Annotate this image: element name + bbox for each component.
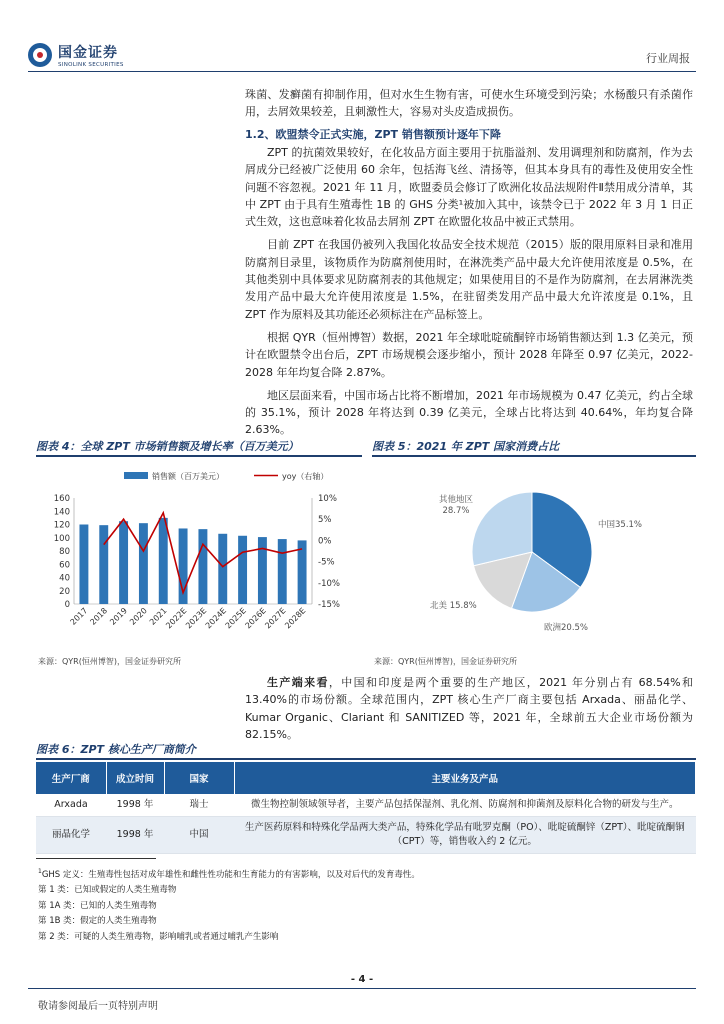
intro-text: 珠菌、发癣菌有抑制作用，但对水生生物有害，可使水生环境受到污染；水杨酸只有杀菌作用，去屑效果较差，且刺激性大，容易对头皮造成损伤。 <box>245 88 693 119</box>
fig4-title: 图表 4：全球 ZPT 市场销售额及增长率（百万美元） <box>36 437 362 457</box>
right-tick-label: -10% <box>318 578 340 589</box>
right-tick-label: -15% <box>318 600 340 610</box>
left-tick-label: 120 <box>53 520 70 531</box>
x-tick-label: 2022E <box>164 606 189 631</box>
footnote-marker: 1 <box>38 868 42 875</box>
footnote-divider <box>36 858 156 859</box>
logo-cn-text: 国金证券 <box>58 45 118 61</box>
x-tick-label: 2018 <box>88 606 110 627</box>
sales-bar <box>278 539 287 604</box>
col-header-business: 主要业务及产品 <box>234 762 696 794</box>
paragraph-3: 根据 QYR（恒州博智）数据，2021 年全球吡啶硫酮锌市场销售额达到 1.3 亿美元，预计在欧盟禁令出台后，ZPT 市场规模会逐步缩小，预计 2028 年降至 0.97 亿美元，2022-2028 年年均复合降 2.87%。 <box>245 330 693 379</box>
x-tick-label: 2020 <box>128 606 149 627</box>
table-title: 图表 6：ZPT 核心生产厂商简介 <box>36 740 696 760</box>
right-tick-label: 5% <box>318 515 332 526</box>
logo-en-text: SINOLINK SECURITIES <box>58 62 124 68</box>
cell-manufacturer: 丽晶化学 <box>36 817 106 854</box>
intro-paragraph <box>245 86 693 127</box>
footnotes <box>38 864 698 945</box>
col-header-manufacturer: 生产厂商 <box>36 762 106 794</box>
x-tick-label: 2025E <box>223 606 248 631</box>
report-type: 行业周报 <box>646 52 690 65</box>
sales-bar <box>119 521 128 604</box>
x-tick-label: 2027E <box>263 606 288 631</box>
section-heading: 1.2、欧盟禁令正式实施，ZPT 销售额预计逐年下降 <box>245 128 501 141</box>
fig5-title: 图表 5：2021 年 ZPT 国家消费占比 <box>372 437 696 457</box>
legend-bar-swatch <box>124 472 148 479</box>
fig4-source: 来源：QYR(恒州博智)，国金证券研究所 <box>38 657 181 666</box>
cell-founded: 1998 年 <box>106 817 164 854</box>
x-tick-label: 2021 <box>147 606 169 627</box>
x-tick-label: 2023E <box>183 606 209 631</box>
paragraph-1: ZPT 的抗菌效果较好，在化妆品方面主要用于抗脂溢剂、发用调理剂和防腐剂，作为去屑成分已经被广泛使用 60 余年，包括海飞丝、清扬等，但其本身具有的毒性及使用安全性问题不容忽视。2021 年 11 月，欧盟委员会修订了欧洲化妆品法规附件Ⅱ禁用成分清单，其中 ZPT 由于具有生殖毒性 1B 的 GHS 分类¹被加入其中，该禁令已于 2022 年 3 月 1 日正式生效，这也意味着化妆品去屑剂 ZPT 在欧盟化妆品中被正式禁用。 <box>245 146 693 229</box>
paragraph-5-text: ，中国和印度是两个重要的生产地区，2021 年分别占有 68.54%和 13.40%的市场份额。全球范围内，ZPT 核心生产厂商主要包括 Arxada、丽晶化学、Kumar Organic、Clariant 和 SANITIZED 等，2021 年，全球前五大企业市场份额为 82.15%。 <box>245 676 693 741</box>
table-row <box>36 794 696 817</box>
sales-growth-chart <box>32 462 362 652</box>
footnote-item: 第 2 类：可疑的人类生殖毒物，影响哺乳或者通过哺乳产生影响 <box>38 931 279 942</box>
disclaimer-note: 敬请参阅最后一页特别声明 <box>38 1001 158 1012</box>
pie-label: 其他地区 28.7% <box>438 495 474 516</box>
table-row <box>36 817 696 854</box>
x-tick-label: 2024E <box>203 606 229 631</box>
footnote-item: $^1$GHS 定义：生殖毒性包括对成年雄性和雌性性功能和生育能力的有害影响，以及对后代的发育毒性。 <box>38 868 420 880</box>
footer-divider <box>28 988 696 989</box>
cell-country: 瑞士 <box>164 794 234 817</box>
pie-label: 中国35.1% <box>598 520 643 530</box>
manufacturer-table <box>36 762 696 854</box>
paragraph-4: 地区层面来看，中国市场占比将不断增加，2021 年市场规模为 0.47 亿美元，约占全球的 35.1%，预计 2028 年将达到 0.39 亿美元，全球占比将达到 40.64%，年均复合降 2.63%。 <box>245 388 693 437</box>
left-tick-label: 20 <box>59 586 70 597</box>
sales-bar <box>139 523 148 604</box>
cell-business: 生产医药原料和特殊化学品两大类产品，特殊化学品有吡罗克酮（PO）、吡啶硫酮锌（ZPT）、吡啶硫酮铜（CPT）等，销售收入约 2 亿元。 <box>234 817 696 854</box>
cell-country: 中国 <box>164 817 234 854</box>
left-tick-label: 140 <box>53 507 70 518</box>
x-tick-label: 2028E <box>283 606 308 631</box>
x-tick-label: 2026E <box>243 606 268 631</box>
right-tick-label: 0% <box>318 536 332 547</box>
cell-manufacturer: Arxada <box>36 794 106 817</box>
left-tick-label: 40 <box>59 573 70 584</box>
sales-bar <box>218 534 227 604</box>
cell-business: 微生物控制领域领导者，主要产品包括保湿剂、乳化剂、防腐剂和抑菌剂及原料化合物的研发与生产。 <box>234 794 696 817</box>
right-tick-label: 10% <box>318 494 337 504</box>
sales-bar <box>238 536 247 604</box>
page-number: - 4 - <box>350 974 374 985</box>
legend-bar-label: 销售额（百万美元） <box>152 472 224 481</box>
sales-bar <box>198 529 207 604</box>
x-tick-label: 2017 <box>68 606 90 627</box>
col-header-country: 国家 <box>164 762 234 794</box>
table-header-row <box>36 762 696 794</box>
pie-label: 北美 15.8% <box>430 601 477 611</box>
sales-bar <box>159 518 168 604</box>
section-body <box>245 144 693 445</box>
footnote-item: 第 1A 类：已知的人类生殖毒物 <box>38 900 157 911</box>
left-tick-label: 80 <box>59 547 70 557</box>
production-paragraph <box>245 674 693 749</box>
company-logo <box>28 42 124 68</box>
consumption-share-pie <box>372 462 696 652</box>
left-tick-label: 160 <box>53 494 70 504</box>
fig5-source: 来源：QYR(恒州博智)，国金证券研究所 <box>374 657 517 666</box>
paragraph-2: 目前 ZPT 在我国仍被列入我国化妆品安全技术规范（2015）版的限用原料目录和准用防腐剂目录里，该物质作为防腐剂使用时，在淋洗类产品中最大允许使用浓度是 0.5%，在其他类别中具体要求见防腐剂表的其他规定；如果使用目的不是作为防腐剂，在去屑淋洗类发用产品中最大允许使用浓度是 1.5%，在驻留类发用产品中最大允许浓度是 0.1%，且 ZPT 作为原料及其功能还必须标注在产品标签上。 <box>245 238 693 321</box>
paragraph-5 <box>245 674 693 743</box>
left-tick-label: 100 <box>53 533 70 544</box>
footnote-item: 第 1 类：已知或假定的人类生殖毒物 <box>38 885 177 896</box>
footnote-item: 第 1B 类：假定的人类生殖毒物 <box>38 916 157 927</box>
sinolink-logo-icon <box>28 43 52 67</box>
legend-line-label: yoy（右轴） <box>282 472 329 481</box>
pie-label: 欧洲20.5% <box>544 623 589 633</box>
header-divider <box>28 71 696 72</box>
cell-founded: 1998 年 <box>106 794 164 817</box>
left-tick-label: 0 <box>64 600 70 610</box>
right-tick-label: -5% <box>318 557 335 568</box>
col-header-founded: 成立时间 <box>106 762 164 794</box>
sales-bar <box>79 525 88 605</box>
x-tick-label: 2019 <box>108 606 129 627</box>
paragraph-5-lead: 生产端来看 <box>267 676 329 689</box>
sales-bar <box>99 525 108 604</box>
left-tick-label: 60 <box>59 560 70 571</box>
sales-bar <box>258 537 267 604</box>
